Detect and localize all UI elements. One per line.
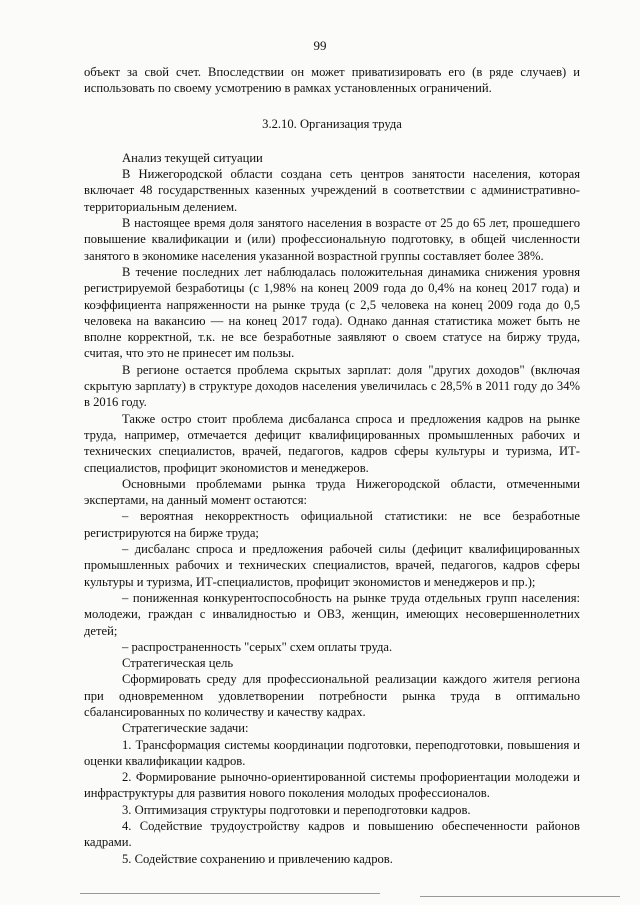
task-item-5: 5. Содействие сохранению и привлечению кадров. bbox=[122, 851, 393, 866]
paragraph-imbalance: Также остро стоит проблема дисбаланса спроса и предложения кадров на рынке труда, например, отмечается дефицит квалифицированных промышленных рабочих и технических специалистов, врачей, педагогов, кадров сферы культуры и туризма, ИТ-специалистов, профицит экономистов и менеджеров. bbox=[84, 411, 580, 475]
goal-heading: Стратегическая цель bbox=[122, 656, 234, 671]
analysis-heading: Анализ текущей ситуации bbox=[122, 150, 263, 165]
goal-text: Сформировать среду для профессиональной реализации каждого жителя региона при одновременном удовлетворении потребности рынка труда в оптимально сбалансированных по количеству и качеству кадрах. bbox=[84, 672, 580, 719]
paragraph-unemployment-dynamics: В течение последних лет наблюдалась положительная динамика снижения уровня регистрируемой безработицы (с 1,98% на конец 2009 года до 0,4% на конец 2017 года) и коэффициента напряженности на рынке труда (с 2,5 человека на конец 2009 года до 0,5 человека на вакансию — на конец 2017 года). Однако данная статистика может быть не вполне корректной, т.к. не все безработные заявляют о своем статусе на биржу труда, считая, что это не принесет им пользы. bbox=[84, 264, 580, 361]
paragraph-employment-centers: В Нижегородской области создана сеть центров занятости населения, которая включает 48 государственных казенных учреждений в соответствии с административно-территориальным делением. bbox=[84, 167, 580, 214]
list-item-statistics: – вероятная некорректность официальной статистики: не все безработные регистрируются на бирже труда; bbox=[84, 509, 580, 540]
list-item-grey-schemes: – распространенность "серых" схем оплаты труда. bbox=[122, 639, 393, 654]
scan-artifact-line bbox=[80, 893, 380, 894]
task-item-2: 2. Формирование рыночно-ориентированной системы профориентации молодежи и инфраструктуры для развития нового поколения молодых профессионалов. bbox=[84, 770, 580, 801]
task-item-4: 4. Содействие трудоустройству кадров и повышению обеспеченности районов кадрами. bbox=[84, 819, 580, 850]
scan-artifact-line bbox=[420, 896, 620, 897]
task-item-3: 3. Оптимизация структуры подготовки и переподготовки кадров. bbox=[122, 802, 471, 817]
task-item-1: 1. Трансформация системы координации подготовки, переподготовки, повышения и оценки квалификации кадров. bbox=[84, 737, 580, 768]
section-title: 3.2.10. Организация труда bbox=[262, 116, 402, 131]
paragraph-hidden-wages: В регионе остается проблема скрытых зарплат: доля "других доходов" (включая скрытую зарплату) в структуре доходов населения увеличилась с 28,5% в 2011 году до 34% в 2016 году. bbox=[84, 362, 580, 410]
list-item-imbalance: – дисбаланс спроса и предложения рабочей силы (дефицит квалифицированных промышленных рабочих и технических специалистов, врачей, педагогов, кадров сферы культуры и туризма, ИТ-специалистов, профицит экономистов и менеджеров и пр.); bbox=[84, 542, 580, 589]
list-item-competitiveness: – пониженная конкурентоспособность на рынке труда отдельных групп населения: молодежи, граждан с инвалидностью и ОВЗ, женщин, имеющих несовершеннолетних детей; bbox=[84, 590, 580, 638]
page-content bbox=[84, 64, 580, 867]
tasks-heading: Стратегические задачи: bbox=[122, 721, 249, 736]
page-number: 99 bbox=[313, 38, 327, 53]
paragraph-employed-share: В настоящее время доля занятого населения в возрасте от 25 до 65 лет, прошедшего повышение квалификации и (или) профессиональную подготовку, в общей численности занятого в экономике населения указанной возрастной группы составляет более 38%. bbox=[84, 216, 580, 263]
paragraph-main-problems: Основными проблемами рынка труда Нижегородской области, отмеченными экспертами, на данный момент остаются: bbox=[84, 476, 580, 508]
paragraph-continuation: объект за свой счет. Впоследствии он может приватизировать его (в ряде случаев) и использовать по своему усмотрению в рамках установленных ограничений. bbox=[84, 65, 580, 96]
